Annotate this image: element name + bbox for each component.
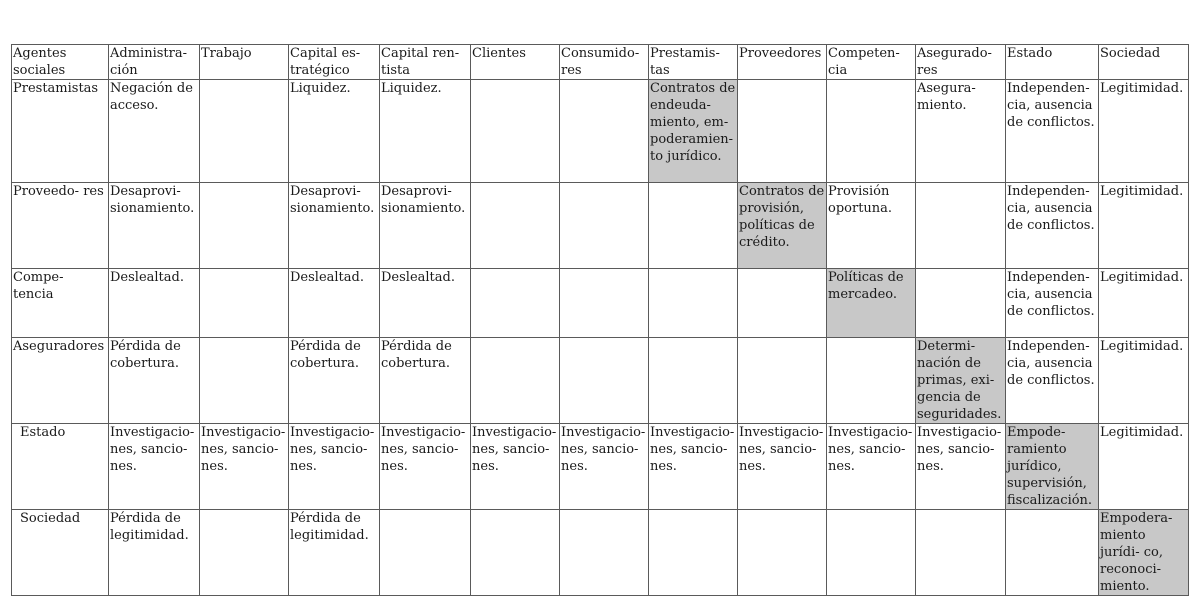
row-label-cell: Prestamistas [12, 80, 109, 183]
row-label-cell: Sociedad [12, 510, 109, 596]
table-cell: Investigacio- nes, sancio- nes. [649, 424, 738, 510]
table-cell [827, 510, 916, 596]
table-cell: Legitimidad. [1099, 424, 1189, 510]
header-cell: Trabajo [200, 45, 289, 80]
table-cell: Investigacio- nes, sancio- nes. [560, 424, 649, 510]
header-cell: Asegurado- res [916, 45, 1006, 80]
table-cell: Deslealtad. [109, 269, 200, 338]
table-cell: Desaprovi- sionamiento. [380, 183, 471, 269]
header-cell: Competen- cia [827, 45, 916, 80]
table-cell [827, 338, 916, 424]
table-cell: Investigacio- nes, sancio- nes. [471, 424, 560, 510]
table-cell [649, 183, 738, 269]
row-label-cell: Compe- tencia [12, 269, 109, 338]
table-cell: Legitimidad. [1099, 183, 1189, 269]
table-cell: Pérdida de cobertura. [289, 338, 380, 424]
table-row [12, 80, 1189, 183]
table-cell [916, 269, 1006, 338]
header-row [12, 45, 1189, 80]
header-cell: Agentes sociales [12, 45, 109, 80]
table-cell: Contratos de provisión, políticas de crédito. [738, 183, 827, 269]
header-cell: Prestamis- tas [649, 45, 738, 80]
table-cell [560, 183, 649, 269]
table-cell: Investigacio- nes, sancio- nes. [916, 424, 1006, 510]
header-cell: Proveedores [738, 45, 827, 80]
stakeholder-matrix-table [11, 44, 1189, 596]
table-cell: Investigacio- nes, sancio- nes. [380, 424, 471, 510]
table-cell: Legitimidad. [1099, 269, 1189, 338]
table-cell [649, 338, 738, 424]
table-cell: Empode- ramiento jurídico, supervisión, fiscalización. [1006, 424, 1099, 510]
table-cell: Pérdida de legitimidad. [289, 510, 380, 596]
table-cell [200, 80, 289, 183]
table-cell [471, 338, 560, 424]
table-cell: Pérdida de cobertura. [380, 338, 471, 424]
table-cell [738, 269, 827, 338]
table-cell [200, 338, 289, 424]
table-cell [916, 183, 1006, 269]
table-cell: Desaprovi- sionamiento. [109, 183, 200, 269]
table-cell [738, 510, 827, 596]
table-cell [649, 269, 738, 338]
table-cell: Legitimidad. [1099, 80, 1189, 183]
table-cell: Determi- nación de primas, exi- gencia de seguridades. [916, 338, 1006, 424]
table-cell [200, 269, 289, 338]
header-cell: Consumido- res [560, 45, 649, 80]
table-row [12, 183, 1189, 269]
table-cell: Deslealtad. [380, 269, 471, 338]
header-cell: Capital es- tratégico [289, 45, 380, 80]
table-cell: Liquidez. [380, 80, 471, 183]
table-cell: Políticas de mercadeo. [827, 269, 916, 338]
header-cell: Sociedad [1099, 45, 1189, 80]
row-label-cell: Estado [12, 424, 109, 510]
table-cell: Investigacio- nes, sancio- nes. [738, 424, 827, 510]
row-label-cell: Proveedo- res [12, 183, 109, 269]
table-cell: Pérdida de legitimidad. [109, 510, 200, 596]
table-cell: Investigacio- nes, sancio- nes. [827, 424, 916, 510]
table-cell [738, 80, 827, 183]
table-cell: Negación de acceso. [109, 80, 200, 183]
table-cell [200, 183, 289, 269]
table-cell: Legitimidad. [1099, 338, 1189, 424]
table-cell: Investigacio- nes, sancio- nes. [200, 424, 289, 510]
table-cell [560, 338, 649, 424]
table-cell: Independen- cia, ausencia de conflictos. [1006, 269, 1099, 338]
table-cell [1006, 510, 1099, 596]
table-cell: Pérdida de cobertura. [109, 338, 200, 424]
table-cell: Investigacio- nes, sancio- nes. [109, 424, 200, 510]
table-row [12, 269, 1189, 338]
table-cell [200, 510, 289, 596]
table-cell: Deslealtad. [289, 269, 380, 338]
table-cell [738, 338, 827, 424]
header-cell: Clientes [471, 45, 560, 80]
table-cell [560, 80, 649, 183]
table-cell [827, 80, 916, 183]
table-cell: Investigacio- nes, sancio- nes. [289, 424, 380, 510]
table-cell: Provisión oportuna. [827, 183, 916, 269]
row-label-cell: Aseguradores [12, 338, 109, 424]
table-cell: Empodera- miento jurídi- co, reconoci- miento. [1099, 510, 1189, 596]
table-cell: Independen- cia, ausencia de conflictos. [1006, 338, 1099, 424]
header-cell: Administra- ción [109, 45, 200, 80]
table-cell: Liquidez. [289, 80, 380, 183]
table-cell [560, 269, 649, 338]
table-cell [380, 510, 471, 596]
table-cell [560, 510, 649, 596]
table-cell [649, 510, 738, 596]
table-row [12, 338, 1189, 424]
table-row [12, 510, 1189, 596]
header-cell: Estado [1006, 45, 1099, 80]
table-cell [471, 510, 560, 596]
table-row [12, 424, 1189, 510]
table-cell: Independen- cia, ausencia de conflictos. [1006, 80, 1099, 183]
table-cell: Asegura- miento. [916, 80, 1006, 183]
table-cell [471, 183, 560, 269]
table-cell [916, 510, 1006, 596]
table-cell [471, 80, 560, 183]
table-cell [471, 269, 560, 338]
table-cell: Desaprovi- sionamiento. [289, 183, 380, 269]
table-cell: Independen- cia, ausencia de conflictos. [1006, 183, 1099, 269]
table-cell: Contratos de endeuda- miento, em- poderamien- to jurídico. [649, 80, 738, 183]
header-cell: Capital ren- tista [380, 45, 471, 80]
